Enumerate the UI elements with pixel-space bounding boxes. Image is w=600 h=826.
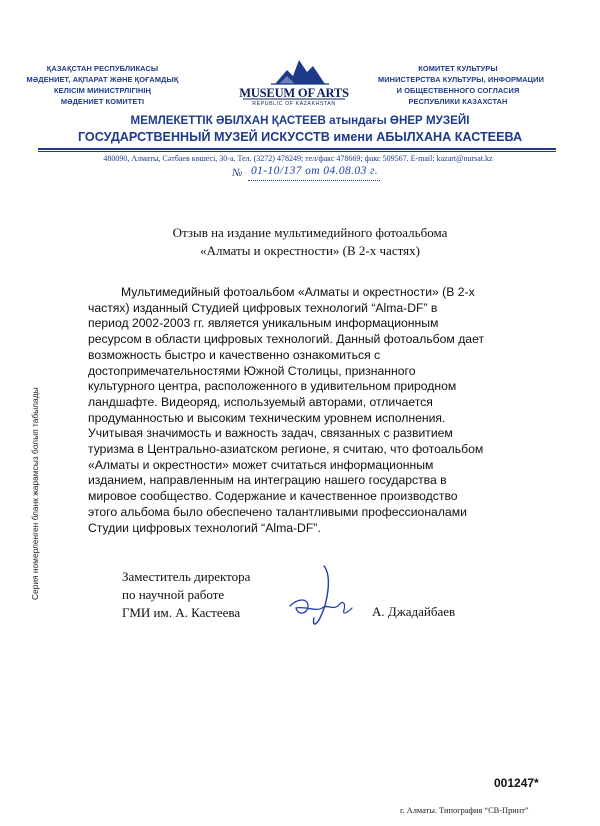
letterhead-right-line: И ОБЩЕСТВЕННОГО СОГЛАСИЯ <box>396 86 520 95</box>
letterhead-left-line: МӘДЕНИЕТ КОМИТЕТІ <box>60 97 145 106</box>
letterhead-right-ru <box>378 63 544 107</box>
body-line: ресурсом в области цифровых технологий. Данный фотоальбом дает <box>88 332 485 347</box>
body-line: мировое сообщество. Содержание и качественное производство <box>88 489 458 504</box>
body-line: изданием, направленным на интеграцию нашего государства в <box>88 473 447 488</box>
letterhead-left-line: МӘДЕНИЕТ, АҚПАРАТ ЖӘНЕ ҚОҒАМДЫҚ <box>26 75 179 84</box>
body-line: ландшафте. Видеоряд, используемый авторами, отличается <box>88 394 433 409</box>
subject-line: «Алматы и окрестности» (В 2-х частях) <box>200 243 420 258</box>
body-line: частях) изданный Студией цифровых технологий “Alma-DF” в <box>88 300 438 315</box>
body-line: продуманностью и высоким техническим уровнем исполнения. <box>88 410 446 425</box>
letterhead-right-line: КОМИТЕТ КУЛЬТУРЫ <box>418 64 498 73</box>
letterhead-left-kz <box>25 63 180 107</box>
body-line: «Алматы и окрестности» может считаться информационным <box>88 457 434 472</box>
body-line: Студии цифровых технологий “Alma-DF”. <box>88 520 321 535</box>
museum-address: 480090, Алматы, Сәтбаев көшесі, 30-а. Тел. (3272) 478249; тел/факс 478669; факс 509567. E-mail: kazart@nursat.kz <box>103 154 493 163</box>
body-line: туризма в Центрально-азиатском регионе, я считаю, что фотоальбом <box>88 442 484 457</box>
body-line: возможность быстро и качественно ознакомиться с <box>88 347 381 362</box>
side-note-vertical: Серия номерленген бланк жарамсыз болып табылады <box>30 387 40 600</box>
serial-number: 001247* <box>494 776 539 790</box>
printer-imprint: г. Алматы. Типография “СВ-Принт” <box>400 806 529 815</box>
letterhead-right-line: РЕСПУБЛИКИ КАЗАХСТАН <box>408 97 508 106</box>
letterhead-right-line: МИНИСТЕРСТВА КУЛЬТУРЫ, ИНФОРМАЦИИ <box>378 75 544 84</box>
body-line: период 2002-2003 гг. является уникальным информационным <box>88 316 439 331</box>
signer-name: А. Джадайбаев <box>372 604 456 619</box>
logo-subtext: REPUBLIC OF KAZAKHSTAN <box>252 101 336 107</box>
sign-line: Заместитель директора <box>122 569 251 584</box>
letter-subject <box>120 224 500 260</box>
signatory-position <box>122 568 250 622</box>
body-line: культурного центра, расположенного в удивительном природном <box>88 379 457 394</box>
subject-line: Отзыв на издание мультимедийного фотоальбома <box>172 225 448 240</box>
letterhead-left-line: КЕЛІСІМ МИНИСТРЛІГІНІҢ <box>54 86 151 95</box>
museum-logo-icon <box>235 52 353 118</box>
sign-line: по научной работе <box>122 587 225 602</box>
body-line: достопримечательностями Южной Столицы, признанного <box>88 363 416 378</box>
reg-number-underline <box>248 180 380 181</box>
header-divider-thin <box>38 151 556 152</box>
reg-number-prefix: № <box>232 167 243 179</box>
header-divider <box>38 148 556 150</box>
letterhead-left-line: ҚАЗАҚСТАН РЕСПУБЛИКАСЫ <box>46 64 159 73</box>
museum-title-kz: МЕМЛЕКЕТТІК ӘБІЛХАН ҚАСТЕЕВ атындағы ӨНЕР МУЗЕЙІ <box>130 114 470 127</box>
sign-line: ГМИ им. А. Кастеева <box>122 605 241 620</box>
handwritten-signature-icon <box>262 562 372 632</box>
body-line: Учитывая значимость и важность задач, связанных с развитием <box>88 426 453 441</box>
logo-text: MUSEUM OF ARTS <box>239 86 349 100</box>
letter-body <box>88 285 528 536</box>
body-line: Мультимедийный фотоальбом «Алматы и окрестности» (В 2-х <box>121 285 475 299</box>
museum-title-ru: ГОСУДАРСТВЕННЫЙ МУЗЕЙ ИСКУССТВ имени АБЫЛХАНА КАСТЕЕВА <box>77 130 523 144</box>
reg-number-handwritten: 01-10/137 от 04.08.03 г. <box>251 165 379 177</box>
body-line: этого альбома было обеспечено талантливыми профессионалами <box>88 504 467 519</box>
